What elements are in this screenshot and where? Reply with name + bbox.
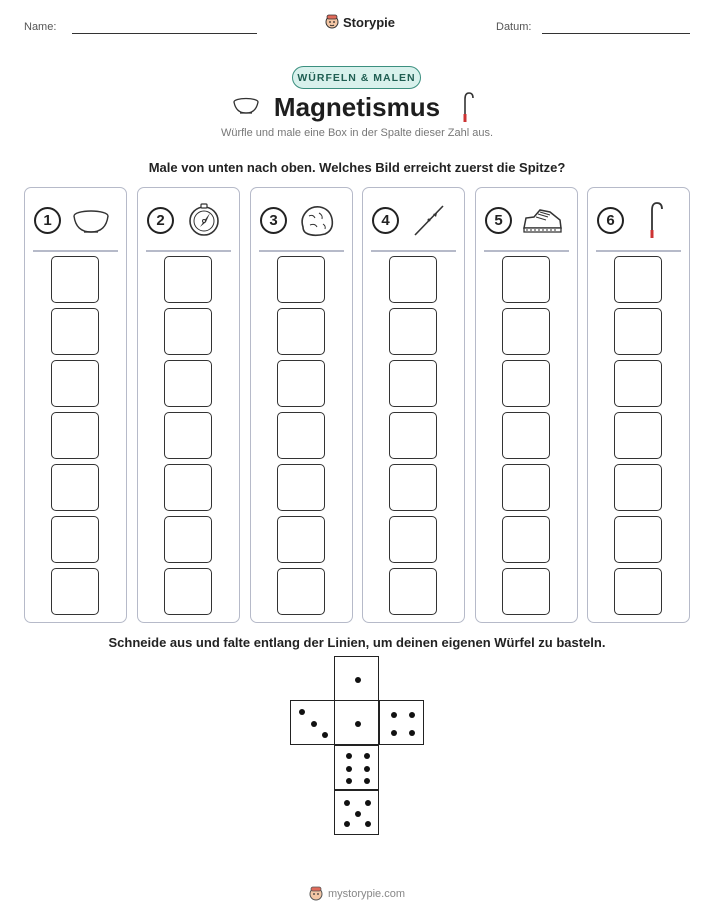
color-box[interactable] — [277, 308, 325, 355]
die-pip — [391, 730, 397, 736]
column-divider — [146, 250, 231, 252]
cane-icon — [632, 200, 676, 240]
die-face-4 — [379, 700, 424, 745]
page-title: Magnetismus — [273, 92, 441, 122]
color-box[interactable] — [164, 568, 212, 615]
die-pip — [346, 766, 352, 772]
color-box[interactable] — [389, 464, 437, 511]
column-number: 5 — [485, 207, 512, 234]
color-box[interactable] — [164, 308, 212, 355]
column-divider — [596, 250, 681, 252]
color-box[interactable] — [164, 464, 212, 511]
storypie-mascot-icon — [309, 886, 323, 902]
footer-url[interactable]: mystorypie.com — [327, 888, 406, 900]
column-6 — [587, 187, 690, 623]
color-box[interactable] — [164, 360, 212, 407]
die-pip — [364, 766, 370, 772]
color-box[interactable] — [389, 308, 437, 355]
activity-badge: WÜRFELN & MALEN — [292, 66, 421, 89]
date-line[interactable] — [542, 33, 690, 34]
storypie-mascot-icon — [325, 14, 339, 30]
color-box[interactable] — [51, 568, 99, 615]
die-pip — [346, 753, 352, 759]
die-face-5 — [334, 790, 379, 835]
color-box[interactable] — [51, 256, 99, 303]
color-box[interactable] — [51, 412, 99, 459]
column-number: 2 — [147, 207, 174, 234]
color-box[interactable] — [164, 256, 212, 303]
column-number: 4 — [372, 207, 399, 234]
color-box[interactable] — [389, 360, 437, 407]
column-divider — [259, 250, 344, 252]
die-pip — [409, 712, 415, 718]
column-1 — [24, 187, 127, 623]
color-box[interactable] — [614, 412, 662, 459]
die-pip — [364, 753, 370, 759]
color-box[interactable] — [502, 308, 550, 355]
die-pip — [344, 800, 350, 806]
needle-icon — [407, 200, 451, 240]
cut-instruction: Schneide aus und falte entlang der Linien, um deinen eigenen Würfel zu basteln. — [108, 635, 606, 650]
die-pip — [355, 677, 361, 683]
color-box[interactable] — [51, 516, 99, 563]
game-instruction: Male von unten nach oben. Welches Bild erreicht zuerst die Spitze? — [148, 160, 566, 175]
color-box[interactable] — [614, 256, 662, 303]
column-number: 6 — [597, 207, 624, 234]
color-box[interactable] — [502, 360, 550, 407]
date-label: Datum: — [496, 21, 532, 33]
subtitle: Würfle und male eine Box in der Spalte dieser Zahl aus. — [220, 127, 494, 139]
die-pip — [409, 730, 415, 736]
die-face-1 — [334, 656, 379, 701]
column-number: 3 — [260, 207, 287, 234]
color-box[interactable] — [614, 464, 662, 511]
color-box[interactable] — [164, 412, 212, 459]
die-pip — [311, 721, 317, 727]
color-box[interactable] — [277, 256, 325, 303]
footer — [0, 886, 714, 902]
color-box[interactable] — [614, 360, 662, 407]
column-2 — [137, 187, 240, 623]
column-3 — [250, 187, 353, 623]
die-pip — [346, 778, 352, 784]
column-divider — [371, 250, 456, 252]
die-pip — [364, 778, 370, 784]
color-box[interactable] — [277, 412, 325, 459]
column-divider — [33, 250, 118, 252]
color-box[interactable] — [389, 412, 437, 459]
color-box[interactable] — [389, 256, 437, 303]
name-label: Name: — [24, 21, 57, 33]
color-box[interactable] — [389, 516, 437, 563]
color-box[interactable] — [502, 464, 550, 511]
color-box[interactable] — [502, 256, 550, 303]
color-box[interactable] — [389, 568, 437, 615]
die-face-6 — [334, 745, 379, 790]
color-box[interactable] — [277, 568, 325, 615]
column-divider — [484, 250, 569, 252]
column-number: 1 — [34, 207, 61, 234]
color-box[interactable] — [277, 464, 325, 511]
color-box[interactable] — [502, 412, 550, 459]
bowl-icon — [69, 200, 113, 240]
brand-name: Storypie — [343, 14, 396, 30]
cane-icon — [456, 90, 476, 124]
die-pip — [355, 721, 361, 727]
die-pip — [344, 821, 350, 827]
die-pip — [365, 800, 371, 806]
rock-icon — [295, 200, 339, 240]
die-pip — [355, 811, 361, 817]
color-box[interactable] — [164, 516, 212, 563]
color-box[interactable] — [277, 360, 325, 407]
color-box[interactable] — [502, 516, 550, 563]
name-line[interactable] — [72, 33, 257, 34]
color-box[interactable] — [51, 464, 99, 511]
shoe-icon — [520, 200, 564, 240]
color-box[interactable] — [51, 308, 99, 355]
color-box[interactable] — [51, 360, 99, 407]
color-box[interactable] — [277, 516, 325, 563]
column-4 — [362, 187, 465, 623]
die-face-1 — [334, 700, 379, 745]
color-box[interactable] — [502, 568, 550, 615]
color-box[interactable] — [614, 516, 662, 563]
column-5 — [475, 187, 578, 623]
die-face-3 — [290, 700, 335, 745]
die-pip — [299, 709, 305, 715]
die-pip — [365, 821, 371, 827]
compass-icon — [182, 200, 226, 240]
color-box[interactable] — [614, 308, 662, 355]
brand-logo — [325, 14, 395, 30]
color-box[interactable] — [614, 568, 662, 615]
die-pip — [391, 712, 397, 718]
die-pip — [322, 732, 328, 738]
